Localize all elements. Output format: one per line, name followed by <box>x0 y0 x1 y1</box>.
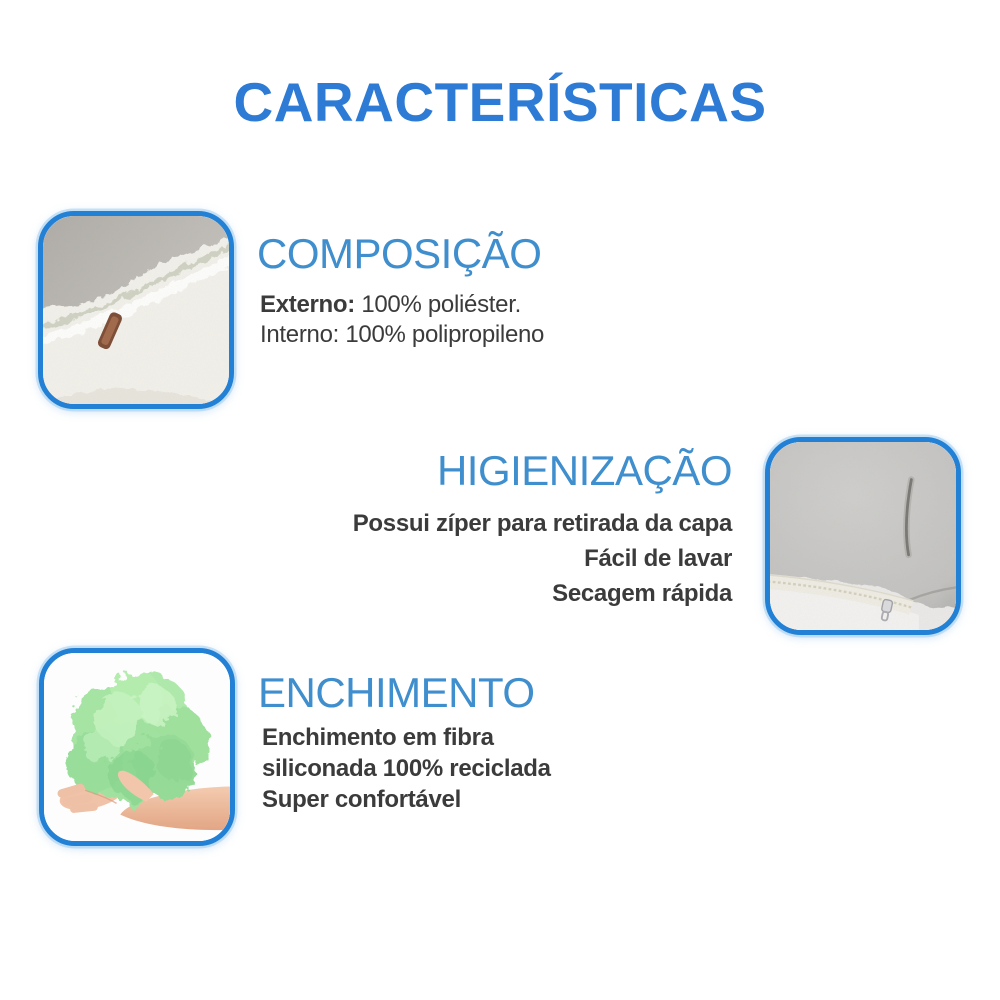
enchimento-line-3: Super confortável <box>262 786 461 813</box>
composicao-heading: COMPOSIÇÃO <box>257 230 542 277</box>
higienizacao-photo-frame <box>765 437 961 635</box>
page-title: CARACTERÍSTICAS <box>233 71 767 133</box>
higienizacao-text <box>353 506 732 611</box>
composicao-photo-frame <box>38 211 234 409</box>
enchimento-text <box>262 722 551 815</box>
higienizacao-line-2: Fácil de lavar <box>584 545 732 572</box>
gray-cover-zipper-photo <box>770 442 956 630</box>
composicao-line1-value: 100% poliéster. <box>354 291 521 318</box>
higienizacao-line-1: Possui zíper para retirada da capa <box>352 510 732 537</box>
composicao-text <box>260 290 544 350</box>
higienizacao-heading: HIGIENIZAÇÃO <box>436 447 732 494</box>
higienizacao-line-3: Secagem rápida <box>552 580 732 607</box>
green-silicone-fiber-hands-photo <box>44 653 230 841</box>
enchimento-line-2: siliconada 100% reciclada <box>262 755 551 782</box>
enchimento-photo-frame <box>39 648 235 846</box>
composicao-line1-label: Externo: <box>260 291 355 318</box>
composicao-line-1 <box>260 290 544 320</box>
composicao-line-2: Interno: 100% polipropileno <box>260 321 545 348</box>
enchimento-line-1: Enchimento em fibra <box>262 724 494 751</box>
enchimento-heading: ENCHIMENTO <box>258 669 535 716</box>
sherpa-fleece-fabric-photo <box>43 216 229 404</box>
